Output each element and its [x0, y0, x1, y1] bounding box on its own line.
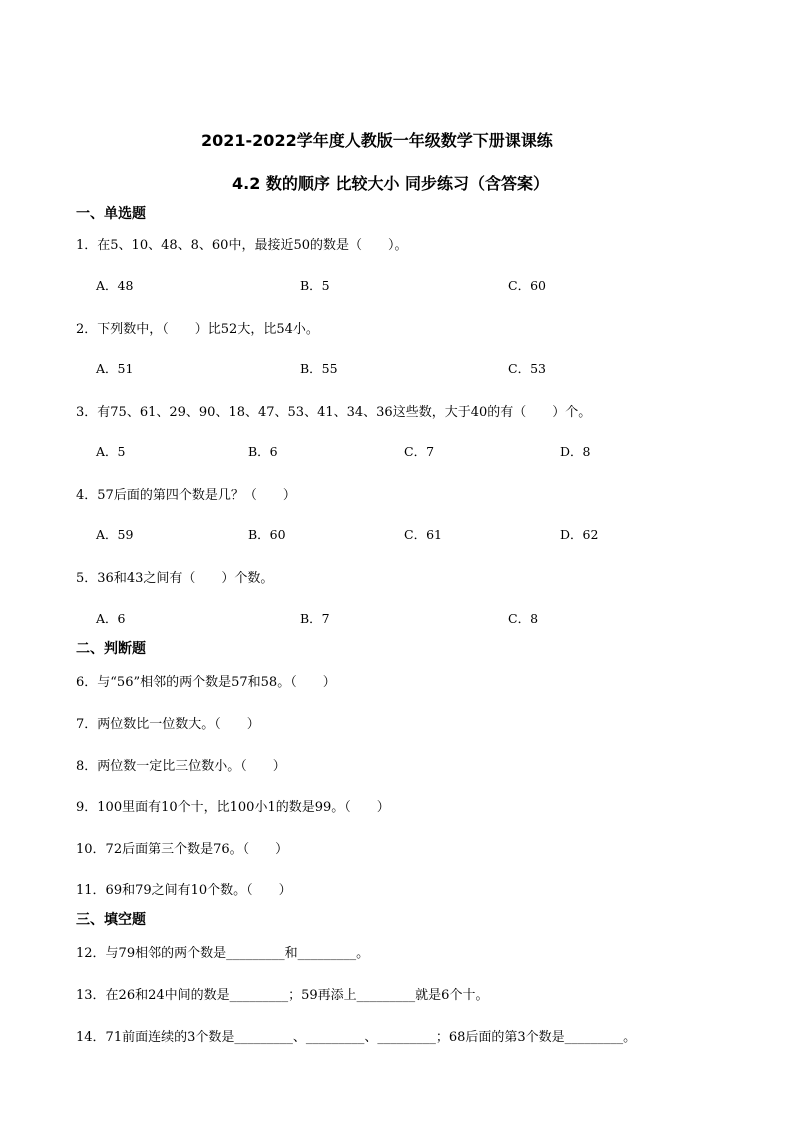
q2-option-b[interactable]: B．55 [300, 361, 338, 376]
question-3: 3．有75、61、29、90、18、47、53、41、34、36这些数，大于40的有（ ）个。 [76, 405, 592, 420]
page-title: 2021-2022学年度人教版一年级数学下册课课练 [201, 131, 553, 150]
q2-option-a[interactable]: A．51 [96, 361, 134, 376]
question-13: 13．在26和24中间的数是_________；59再添上_________就是6个十。 [76, 988, 489, 1003]
question-8: 8．两位数一定比三位数小。（ ） [76, 759, 286, 774]
question-4: 4．57后面的第四个数是几？（ ） [76, 488, 296, 503]
question-12: 12．与79相邻的两个数是_________和_________。 [76, 946, 370, 961]
q4-option-d[interactable]: D．62 [560, 527, 599, 542]
question-11: 11．69和79之间有10个数。（ ） [76, 883, 292, 898]
q2-option-c[interactable]: C．53 [508, 361, 546, 376]
question-6: 6．与“56”相邻的两个数是57和58。（ ） [76, 675, 336, 690]
question-14: 14．71前面连续的3个数是_________、_________、_________；68后面的第3个数是_________。 [76, 1030, 637, 1045]
q4-option-c[interactable]: C．61 [404, 527, 442, 542]
q1-option-a[interactable]: A．48 [96, 278, 134, 293]
q3-option-c[interactable]: C．7 [404, 444, 435, 459]
q5-option-c[interactable]: C．8 [508, 611, 539, 626]
q5-option-b[interactable]: B．7 [300, 611, 330, 626]
question-5: 5．36和43之间有（ ）个数。 [76, 571, 274, 586]
question-2: 2．下列数中，（ ）比52大，比54小。 [76, 322, 319, 337]
section-heading-true-false: 二、判断题 [76, 641, 146, 657]
question-9: 9．100里面有10个十，比100小1的数是99。（ ） [76, 800, 390, 815]
question-7: 7．两位数比一位数大。（ ） [76, 717, 260, 732]
q1-option-b[interactable]: B．5 [300, 278, 330, 293]
q5-option-a[interactable]: A．6 [96, 611, 126, 626]
question-10: 10．72后面第三个数是76。（ ） [76, 842, 289, 857]
q4-option-a[interactable]: A．59 [96, 527, 134, 542]
q3-option-d[interactable]: D．8 [560, 444, 591, 459]
q1-option-c[interactable]: C．60 [508, 278, 546, 293]
question-1: 1．在5、10、48、8、60中，最接近50的数是（ ）。 [76, 238, 408, 253]
q3-option-b[interactable]: B．6 [248, 444, 278, 459]
q3-option-a[interactable]: A．5 [96, 444, 126, 459]
section-heading-single-choice: 一、单选题 [76, 206, 146, 222]
section-heading-fill-in: 三、填空题 [76, 912, 146, 928]
page-subtitle: 4.2 数的顺序 比较大小 同步练习（含答案） [232, 174, 550, 193]
q4-option-b[interactable]: B．60 [248, 527, 286, 542]
